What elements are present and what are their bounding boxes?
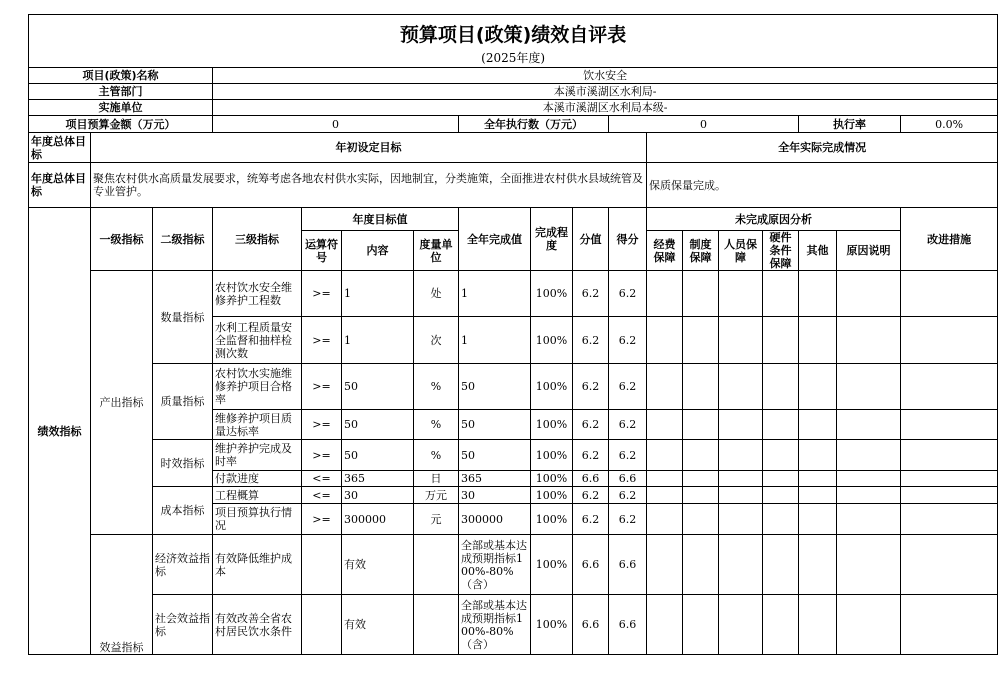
indicator-annual-value: 全部或基本达成预期指标100%-80%（含） xyxy=(459,595,531,655)
indicator-unit: % xyxy=(414,410,459,440)
project-name-label: 项目(政策)名称 xyxy=(29,68,213,84)
indicator-operator xyxy=(302,535,342,595)
timeliness-indicator-group: 时效指标 xyxy=(153,440,213,487)
goal-set-text: 聚焦农村供水高质量发展要求，统筹考虑各地农村供水实际，因地制宜，分类施策，全面推进农村供水县域统管及专业管护。 xyxy=(91,163,647,208)
indicator-got: 6.6 xyxy=(609,535,647,595)
page-title: 预算项目(政策)绩效自评表 xyxy=(29,15,998,51)
indicator-unit xyxy=(414,595,459,655)
indicator-unit: % xyxy=(414,364,459,410)
degree-header: 完成程度 xyxy=(531,208,573,271)
indicator-name: 维护养护完成及时率 xyxy=(213,440,302,471)
score-header: 分值 xyxy=(573,208,609,271)
indicator-name: 农村饮水安全维修养护工程数 xyxy=(213,271,302,317)
indicator-unit: 日 xyxy=(414,471,459,487)
goal-label: 年度总体目标 xyxy=(29,133,91,163)
dept-value: 本溪市溪湖区水利局- xyxy=(213,84,998,100)
indicator-degree: 100% xyxy=(531,471,573,487)
reason-system-header: 制度保障 xyxy=(683,231,719,271)
indicator-unit: 次 xyxy=(414,317,459,364)
indicator-score: 6.2 xyxy=(573,410,609,440)
indicator-degree: 100% xyxy=(531,595,573,655)
indicator-annual-value: 1 xyxy=(459,271,531,317)
budget-label: 项目预算金额（万元） xyxy=(29,116,213,133)
unit-value: 本溪市溪湖区水利局本级- xyxy=(213,100,998,116)
improve-header: 改进措施 xyxy=(901,208,998,271)
indicator-unit xyxy=(414,535,459,595)
target-group-header: 年度目标值 xyxy=(302,208,459,231)
indicator-name: 工程概算 xyxy=(213,487,302,504)
indicator-operator: <= xyxy=(302,471,342,487)
unit-header: 度量单位 xyxy=(414,231,459,271)
indicator-unit: 处 xyxy=(414,271,459,317)
indicator-degree: 100% xyxy=(531,440,573,471)
budget-value: 0 xyxy=(213,116,459,133)
indicator-annual-value: 50 xyxy=(459,440,531,471)
operator-header: 运算符号 xyxy=(302,231,342,271)
content-header: 内容 xyxy=(342,231,414,271)
indicator-got: 6.2 xyxy=(609,410,647,440)
level1-header: 一级指标 xyxy=(91,208,153,271)
executed-label: 全年执行数（万元） xyxy=(459,116,609,133)
indicator-degree: 100% xyxy=(531,504,573,535)
indicator-content: 50 xyxy=(342,440,414,471)
indicator-content: 50 xyxy=(342,410,414,440)
indicator-score: 6.2 xyxy=(573,271,609,317)
rate-label: 执行率 xyxy=(799,116,901,133)
project-name-value: 饮水安全 xyxy=(213,68,998,84)
rate-value: 0.0% xyxy=(901,116,998,133)
indicator-got: 6.2 xyxy=(609,317,647,364)
cost-indicator-group: 成本指标 xyxy=(153,487,213,535)
indicator-name: 项目预算执行情况 xyxy=(213,504,302,535)
indicator-degree: 100% xyxy=(531,364,573,410)
indicator-content: 有效 xyxy=(342,595,414,655)
executed-value: 0 xyxy=(609,116,799,133)
evaluation-table xyxy=(28,14,998,655)
indicator-operator: >= xyxy=(302,364,342,410)
indicator-degree: 100% xyxy=(531,487,573,504)
page-subtitle: (2025年度) xyxy=(29,51,998,68)
indicator-name: 付款进度 xyxy=(213,471,302,487)
indicator-annual-value: 365 xyxy=(459,471,531,487)
indicator-content: 有效 xyxy=(342,535,414,595)
indicator-got: 6.2 xyxy=(609,271,647,317)
indicator-operator xyxy=(302,595,342,655)
indicator-name: 农村饮水实施维修养护项目合格率 xyxy=(213,364,302,410)
goal-label-2: 年度总体目标 xyxy=(29,163,91,208)
reason-fund-header: 经费保障 xyxy=(647,231,683,271)
reason-hardware-header: 硬件条件保障 xyxy=(763,231,799,271)
indicator-content: 50 xyxy=(342,364,414,410)
indicator-name: 有效改善全省农村居民饮水条件 xyxy=(213,595,302,655)
indicator-score: 6.2 xyxy=(573,317,609,364)
indicator-annual-value: 300000 xyxy=(459,504,531,535)
indicator-annual-value: 30 xyxy=(459,487,531,504)
indicator-score: 6.2 xyxy=(573,440,609,471)
indicator-got: 6.6 xyxy=(609,595,647,655)
indicator-content: 365 xyxy=(342,471,414,487)
goal-set-header: 年初设定目标 xyxy=(91,133,647,163)
dept-label: 主管部门 xyxy=(29,84,213,100)
reason-staff-header: 人员保障 xyxy=(719,231,763,271)
indicator-operator: >= xyxy=(302,317,342,364)
economic-indicator-group: 经济效益指标 xyxy=(153,535,213,595)
got-header: 得分 xyxy=(609,208,647,271)
reason-other-header: 其他 xyxy=(799,231,837,271)
benefit-indicator-group: 效益指标 xyxy=(91,535,153,655)
social-indicator-group: 社会效益指标 xyxy=(153,595,213,655)
indicator-got: 6.2 xyxy=(609,440,647,471)
indicator-annual-value: 50 xyxy=(459,364,531,410)
indicator-got: 6.2 xyxy=(609,504,647,535)
indicator-got: 6.6 xyxy=(609,471,647,487)
goal-actual-header: 全年实际完成情况 xyxy=(647,133,998,163)
indicator-content: 300000 xyxy=(342,504,414,535)
indicator-score: 6.6 xyxy=(573,595,609,655)
indicator-got: 6.2 xyxy=(609,487,647,504)
indicator-score: 6.6 xyxy=(573,471,609,487)
indicator-annual-value: 全部或基本达成预期指标100%-80%（含） xyxy=(459,535,531,595)
unit-label: 实施单位 xyxy=(29,100,213,116)
indicators-section-label: 绩效指标 xyxy=(29,208,91,655)
indicator-name: 维修养护项目质量达标率 xyxy=(213,410,302,440)
indicator-operator: >= xyxy=(302,271,342,317)
level3-header: 三级指标 xyxy=(213,208,302,271)
indicator-got: 6.2 xyxy=(609,364,647,410)
indicator-degree: 100% xyxy=(531,317,573,364)
indicator-operator: >= xyxy=(302,410,342,440)
indicator-name: 有效降低维护成本 xyxy=(213,535,302,595)
indicator-operator: <= xyxy=(302,487,342,504)
indicator-annual-value: 50 xyxy=(459,410,531,440)
self-evaluation-sheet xyxy=(28,14,972,655)
goal-actual-text: 保质保量完成。 xyxy=(647,163,998,208)
indicator-content: 1 xyxy=(342,271,414,317)
indicator-degree: 100% xyxy=(531,271,573,317)
quantity-indicator-group: 数量指标 xyxy=(153,271,213,364)
indicator-content: 1 xyxy=(342,317,414,364)
indicator-annual-value: 1 xyxy=(459,317,531,364)
indicator-score: 6.2 xyxy=(573,487,609,504)
reason-group-header: 未完成原因分析 xyxy=(647,208,901,231)
level2-header: 二级指标 xyxy=(153,208,213,271)
indicator-operator: >= xyxy=(302,504,342,535)
indicator-name: 水利工程质量安全监督和抽样检测次数 xyxy=(213,317,302,364)
indicator-content: 30 xyxy=(342,487,414,504)
quality-indicator-group: 质量指标 xyxy=(153,364,213,440)
reason-explain-header: 原因说明 xyxy=(837,231,901,271)
indicator-unit: % xyxy=(414,440,459,471)
indicator-degree: 100% xyxy=(531,410,573,440)
indicator-operator: >= xyxy=(302,440,342,471)
indicator-score: 6.2 xyxy=(573,504,609,535)
indicator-unit: 元 xyxy=(414,504,459,535)
output-indicator-group: 产出指标 xyxy=(91,271,153,535)
indicator-degree: 100% xyxy=(531,535,573,595)
annual-value-header: 全年完成值 xyxy=(459,208,531,271)
indicator-score: 6.6 xyxy=(573,535,609,595)
indicator-score: 6.2 xyxy=(573,364,609,410)
indicator-unit: 万元 xyxy=(414,487,459,504)
